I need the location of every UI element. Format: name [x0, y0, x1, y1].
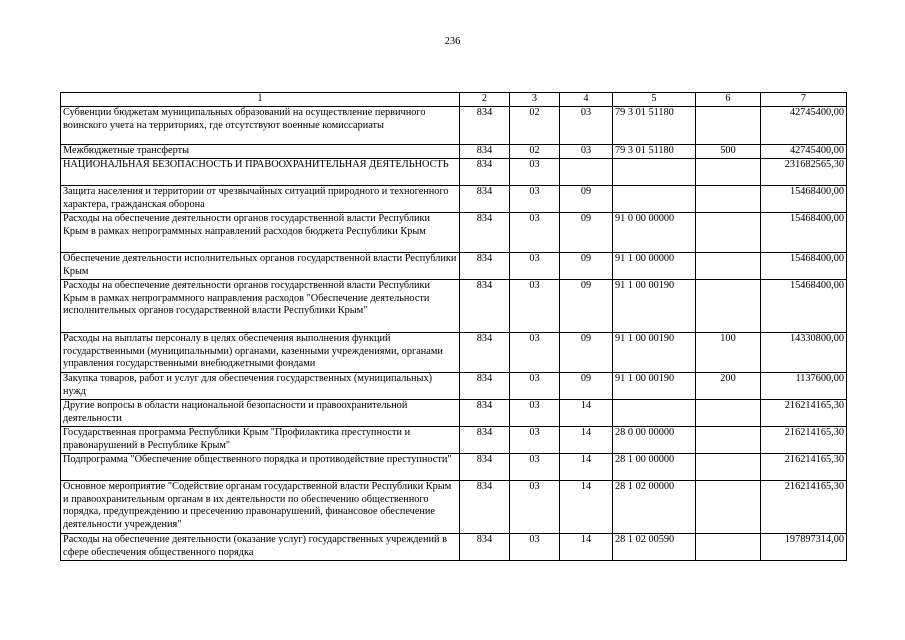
table-row	[61, 107, 847, 145]
row-name-cell: Расходы на обеспечение деятельности органов государственной власти Республики Крым в рамках непрограммного направления расходов "Обеспечение деятельности исполнительных органов государственной власти Республики Крым"	[61, 280, 460, 333]
code-cell: 834	[460, 280, 510, 333]
table-row	[61, 534, 847, 561]
row-name-cell: Расходы на обеспечение деятельности (оказание услуг) государственных учреждений в сфере обеспечения общественного порядка	[61, 534, 460, 561]
amount-cell: 14330800,00	[761, 333, 847, 373]
code-cell: 14	[560, 454, 613, 481]
expense-type-cell	[696, 534, 761, 561]
amount-cell: 216214165,30	[761, 481, 847, 534]
code-cell: 03	[510, 159, 560, 186]
row-name-cell: Защита населения и территории от чрезвычайных ситуаций природного и техногенного характера, гражданская оборона	[61, 186, 460, 213]
table-header-row	[61, 93, 847, 107]
code-cell: 03	[510, 534, 560, 561]
row-name-cell: Закупка товаров, работ и услуг для обеспечения государственных (муниципальных) нужд	[61, 373, 460, 400]
table-row	[61, 373, 847, 400]
code-cell: 834	[460, 373, 510, 400]
table-row	[61, 145, 847, 159]
expense-type-cell	[696, 213, 761, 253]
code-cell: 03	[510, 454, 560, 481]
code-cell	[560, 159, 613, 186]
amount-cell: 216214165,30	[761, 427, 847, 454]
expense-type-cell: 100	[696, 333, 761, 373]
target-code-cell: 79 3 01 51180	[613, 145, 696, 159]
code-cell: 02	[510, 107, 560, 145]
amount-cell: 231682565,30	[761, 159, 847, 186]
target-code-cell	[613, 186, 696, 213]
header-cell: 2	[460, 93, 510, 107]
target-code-cell: 91 0 00 00000	[613, 213, 696, 253]
amount-cell: 216214165,30	[761, 454, 847, 481]
target-code-cell: 28 1 00 00000	[613, 454, 696, 481]
table-row	[61, 427, 847, 454]
code-cell: 834	[460, 454, 510, 481]
code-cell: 834	[460, 534, 510, 561]
amount-cell: 15468400,00	[761, 280, 847, 333]
header-cell: 7	[761, 93, 847, 107]
expense-type-cell	[696, 454, 761, 481]
table-row	[61, 454, 847, 481]
code-cell: 14	[560, 481, 613, 534]
code-cell: 09	[560, 280, 613, 333]
table-row	[61, 213, 847, 253]
code-cell: 02	[510, 145, 560, 159]
code-cell: 834	[460, 333, 510, 373]
table-row	[61, 400, 847, 427]
amount-cell: 15468400,00	[761, 253, 847, 280]
code-cell: 03	[510, 400, 560, 427]
header-cell: 1	[61, 93, 460, 107]
expense-type-cell	[696, 107, 761, 145]
code-cell: 03	[510, 373, 560, 400]
row-name-cell: Другие вопросы в области национальной безопасности и правоохранительной деятельности	[61, 400, 460, 427]
code-cell: 834	[460, 145, 510, 159]
code-cell: 834	[460, 400, 510, 427]
code-cell: 14	[560, 534, 613, 561]
row-name-cell: Расходы на выплаты персоналу в целях обеспечения выполнения функций государственными (муниципальными) органами, казенными учреждениями, органами управления государственными внебюджетными фондами	[61, 333, 460, 373]
target-code-cell: 91 1 00 00000	[613, 253, 696, 280]
code-cell: 03	[510, 186, 560, 213]
code-cell: 09	[560, 333, 613, 373]
amount-cell: 15468400,00	[761, 213, 847, 253]
code-cell: 09	[560, 186, 613, 213]
budget-table	[60, 92, 847, 561]
code-cell: 03	[510, 427, 560, 454]
expense-type-cell	[696, 186, 761, 213]
target-code-cell: 28 1 02 00590	[613, 534, 696, 561]
row-name-cell: Обеспечение деятельности исполнительных органов государственной власти Республики Крым	[61, 253, 460, 280]
row-name-cell: Расходы на обеспечение деятельности органов государственной власти Республики Крым в рамках непрограммных направлений расходов бюджета Республики Крым	[61, 213, 460, 253]
code-cell: 14	[560, 400, 613, 427]
row-name-cell: Государственная программа Республики Крым "Профилактика преступности и правонарушений в Республике Крым"	[61, 427, 460, 454]
row-name-cell: Подпрограмма "Обеспечение общественного порядка и противодействие преступности"	[61, 454, 460, 481]
header-cell: 5	[613, 93, 696, 107]
code-cell: 834	[460, 107, 510, 145]
target-code-cell: 91 1 00 00190	[613, 333, 696, 373]
table-row	[61, 253, 847, 280]
amount-cell: 42745400,00	[761, 145, 847, 159]
code-cell: 03	[510, 333, 560, 373]
expense-type-cell	[696, 427, 761, 454]
expense-type-cell	[696, 280, 761, 333]
code-cell: 09	[560, 373, 613, 400]
expense-type-cell	[696, 400, 761, 427]
target-code-cell: 28 1 02 00000	[613, 481, 696, 534]
amount-cell: 216214165,30	[761, 400, 847, 427]
code-cell: 03	[510, 253, 560, 280]
expense-type-cell	[696, 253, 761, 280]
table-row	[61, 280, 847, 333]
expense-type-cell	[696, 159, 761, 186]
code-cell: 03	[560, 145, 613, 159]
code-cell: 834	[460, 481, 510, 534]
table-row	[61, 159, 847, 186]
row-name-cell: Субвенции бюджетам муниципальных образований на осуществление первичного воинского учета на территориях, где отсутствуют военные комиссариаты	[61, 107, 460, 145]
row-name-cell: Межбюджетные трансферты	[61, 145, 460, 159]
expense-type-cell	[696, 481, 761, 534]
amount-cell: 1137600,00	[761, 373, 847, 400]
header-cell: 3	[510, 93, 560, 107]
header-cell: 6	[696, 93, 761, 107]
code-cell: 834	[460, 253, 510, 280]
target-code-cell: 91 1 00 00190	[613, 373, 696, 400]
code-cell: 834	[460, 159, 510, 186]
page-number: 236	[444, 36, 461, 47]
code-cell: 834	[460, 427, 510, 454]
target-code-cell: 91 1 00 00190	[613, 280, 696, 333]
row-name-cell: Основное мероприятие "Содействие органам государственной власти Республики Крым и правоохранительным органам в их деятельности по обеспечению общественного порядка, предупреждению и пресечению правонарушений, финансовое обеспечение деятельности учреждения"	[61, 481, 460, 534]
expense-type-cell: 500	[696, 145, 761, 159]
code-cell: 03	[510, 280, 560, 333]
table-row	[61, 333, 847, 373]
target-code-cell	[613, 159, 696, 186]
code-cell: 03	[510, 481, 560, 534]
code-cell: 09	[560, 253, 613, 280]
code-cell: 834	[460, 186, 510, 213]
code-cell: 834	[460, 213, 510, 253]
code-cell: 09	[560, 213, 613, 253]
target-code-cell: 28 0 00 00000	[613, 427, 696, 454]
code-cell: 14	[560, 427, 613, 454]
target-code-cell: 79 3 01 51180	[613, 107, 696, 145]
amount-cell: 15468400,00	[761, 186, 847, 213]
table-row	[61, 186, 847, 213]
code-cell: 03	[560, 107, 613, 145]
amount-cell: 42745400,00	[761, 107, 847, 145]
row-name-cell: НАЦИОНАЛЬНАЯ БЕЗОПАСНОСТЬ И ПРАВООХРАНИТЕЛЬНАЯ ДЕЯТЕЛЬНОСТЬ	[61, 159, 460, 186]
amount-cell: 197897314,00	[761, 534, 847, 561]
table-row	[61, 481, 847, 534]
expense-type-cell: 200	[696, 373, 761, 400]
header-cell: 4	[560, 93, 613, 107]
target-code-cell	[613, 400, 696, 427]
code-cell: 03	[510, 213, 560, 253]
